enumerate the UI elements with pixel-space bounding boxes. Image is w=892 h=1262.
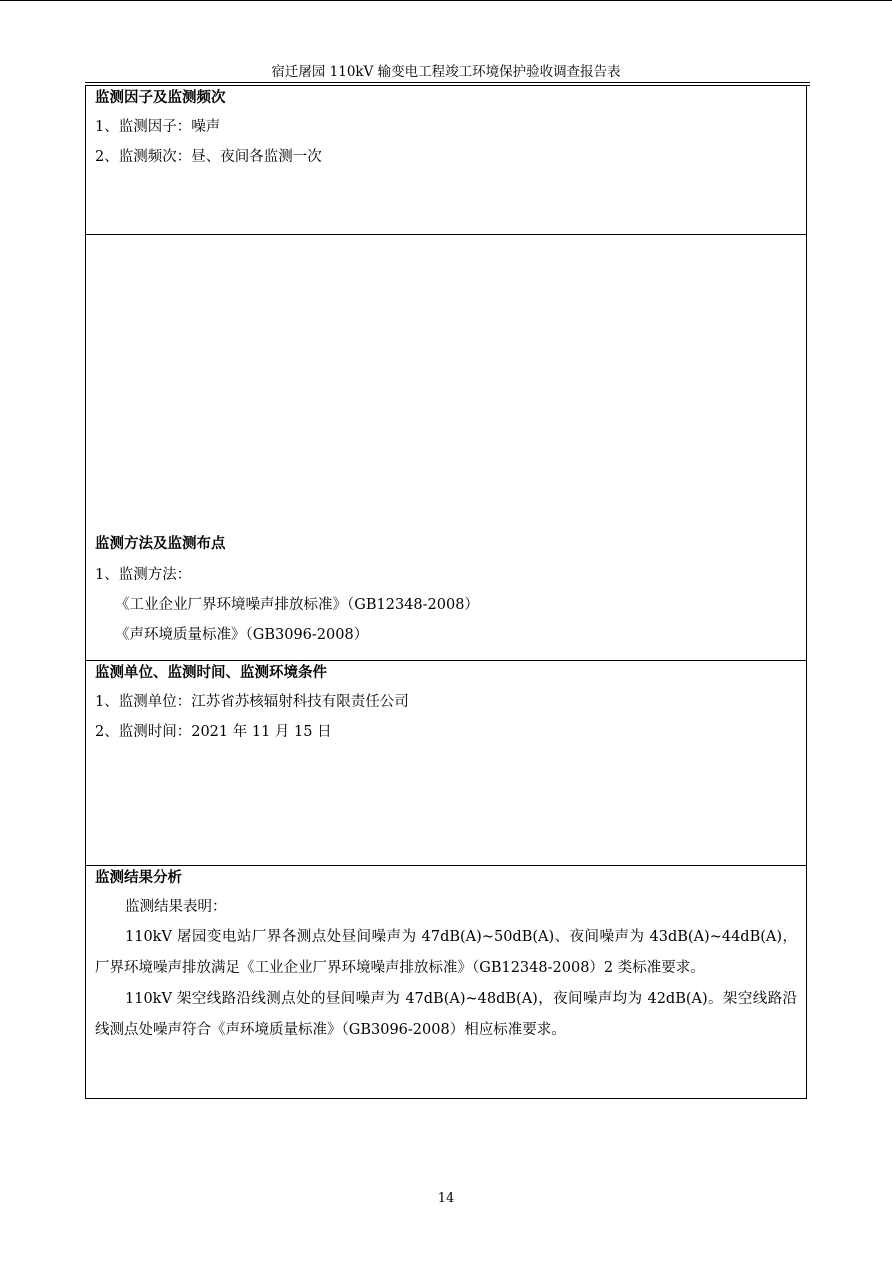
section-heading: 监测单位、监测时间、监测环境条件 [95,664,327,681]
results-intro: 监测结果表明： [125,899,227,915]
page-header-title: 宿迁屠园 110kV 输变电工程竣工环境保护验收调查报告表 [271,64,621,80]
section-heading: 监测结果分析 [95,869,182,886]
standard-reference: 《声环境质量标准》（GB3096-2008） [115,627,369,643]
text-line: 2、监测频次：昼、夜间各监测一次 [95,149,322,165]
text-line: 1、监测单位：江苏省苏核辐射科技有限责任公司 [95,694,409,710]
section-heading: 监测因子及监测频次 [95,89,226,106]
section-monitoring-unit-time [86,661,806,866]
standard-reference: 《工业企业厂界环境噪声排放标准》（GB12348-2008） [115,597,479,613]
results-paragraph: 110kV 架空线路沿线测点处的昼间噪声为 47dB(A)~48dB(A)，夜间噪声均为 42dB(A)。架空线路沿线测点处噪声符合《声环境质量标准》（GB3096-2008）相应标准要求。 [95,991,797,1038]
page-number: 14 [437,1191,455,1206]
results-paragraph: 110kV 屠园变电站厂界各测点处昼间噪声为 47dB(A)~50dB(A)、夜间噪声为 43dB(A)~44dB(A)，厂界环境噪声排放满足《工业企业厂界环境噪声排放标准》（GB12348-2008）2 类标准要求。 [95,929,797,976]
text-line: 2、监测时间：2021 年 11 月 15 日 [95,724,332,740]
text-line: 1、监测方法： [95,567,192,583]
header-rule [85,82,810,83]
section-monitoring-factors [86,86,806,235]
section-heading: 监测方法及监测布点 [95,535,226,552]
report-table [85,86,807,1099]
section-monitoring-methods [86,235,806,661]
section-results-analysis [86,866,806,1099]
text-line: 1、监测因子：噪声 [95,119,221,135]
top-border-line [0,0,892,1]
